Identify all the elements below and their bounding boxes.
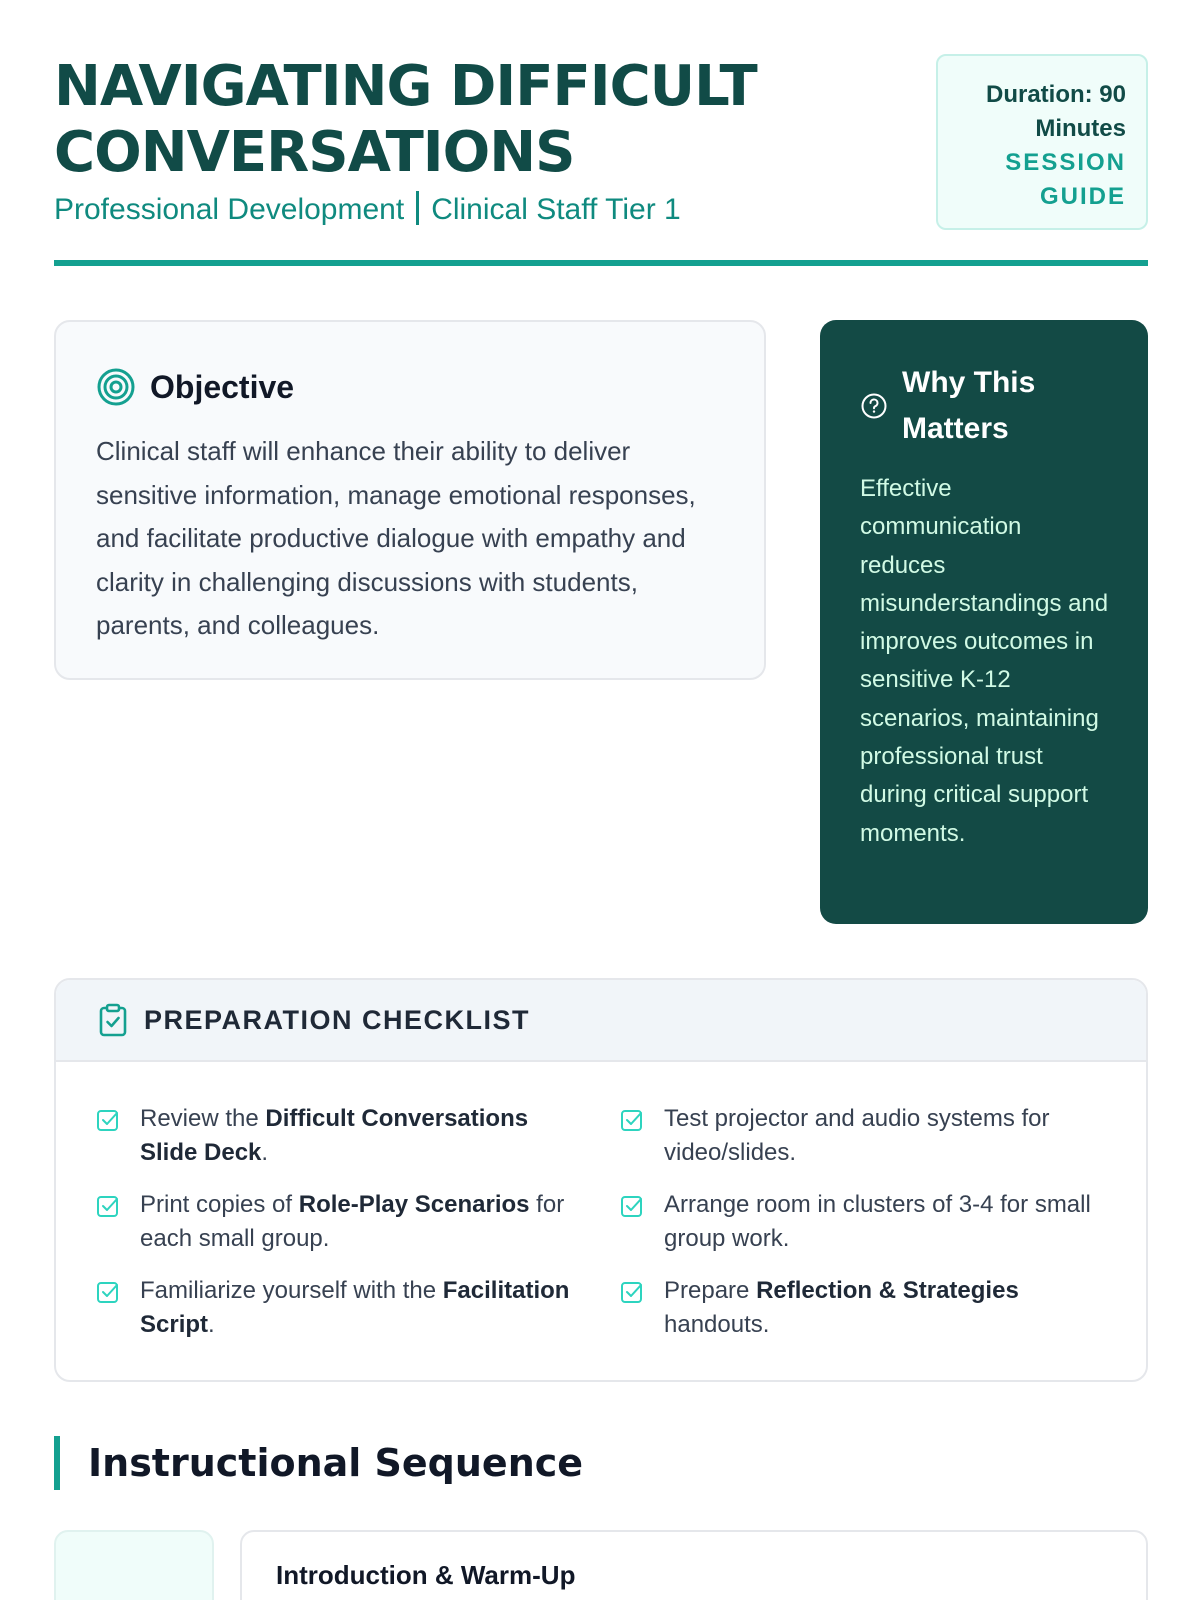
- checklist-item: Print copies of Role-Play Scenarios for each small group.: [96, 1188, 586, 1256]
- subtitle-divider: [416, 191, 419, 225]
- why-title: Why This Matters: [902, 366, 1036, 445]
- sequence-step-time-box: [54, 1530, 214, 1600]
- objective-text: Clinical staff will enhance their ability to deliver sensitive information, manage emotional responses, and facilitate productive dialogue with empathy and clarity in challenging discussions with students, parents, and colleagues.: [96, 436, 696, 640]
- checklist-item: Review the Difficult Conversations Slide Deck.: [96, 1102, 586, 1170]
- subtitle-program: Professional Development: [54, 193, 405, 226]
- why-text: Effective communication reduces misunderstandings and improves outcomes in sensitive K-12 scenarios, maintaining professional trust during critical support moments.: [860, 475, 1109, 847]
- page-header: [54, 54, 1148, 270]
- sequence-step-title: Introduction & Warm-Up: [276, 1560, 576, 1590]
- duration-label: Duration: 90 Minutes: [985, 81, 1126, 142]
- check-square-icon: [96, 1108, 120, 1132]
- checklist-item: Arrange room in clusters of 3-4 for small group work.: [620, 1188, 1110, 1256]
- check-square-icon: [620, 1280, 644, 1304]
- objective-header: [96, 362, 724, 412]
- checklist-item: Prepare Reflection & Strategies handouts.: [620, 1274, 1110, 1342]
- page-title: NAVIGATING DIFFICULT CONVERSATIONS: [54, 54, 757, 185]
- checklist-title: PREPARATION CHECKLIST: [144, 1004, 531, 1035]
- clipboard-check-icon: [98, 1003, 128, 1037]
- preparation-checklist: [54, 978, 1148, 1382]
- header-divider: [54, 260, 1148, 266]
- target-icon: [96, 367, 136, 407]
- checklist-header: [56, 980, 1146, 1062]
- help-circle-icon: [860, 392, 888, 420]
- checklist-item: Test projector and audio systems for video/slides.: [620, 1102, 1110, 1170]
- instructional-sequence-heading: Instructional Sequence: [54, 1436, 583, 1490]
- session-guide-label: SESSION GUIDE: [1005, 149, 1126, 210]
- check-square-icon: [620, 1108, 644, 1132]
- session-meta-box: [936, 54, 1148, 230]
- why-header: [860, 360, 1110, 452]
- subtitle-audience: Clinical Staff Tier 1: [431, 193, 681, 226]
- checklist-item: Familiarize yourself with the Facilitation Script.: [96, 1274, 586, 1342]
- why-this-matters-card: [820, 320, 1148, 924]
- check-square-icon: [96, 1194, 120, 1218]
- objective-title: Objective: [150, 368, 295, 405]
- page-subtitle: [54, 190, 681, 230]
- objective-card: [54, 320, 766, 680]
- check-square-icon: [96, 1280, 120, 1304]
- sequence-step-card: [240, 1530, 1148, 1600]
- check-square-icon: [620, 1194, 644, 1218]
